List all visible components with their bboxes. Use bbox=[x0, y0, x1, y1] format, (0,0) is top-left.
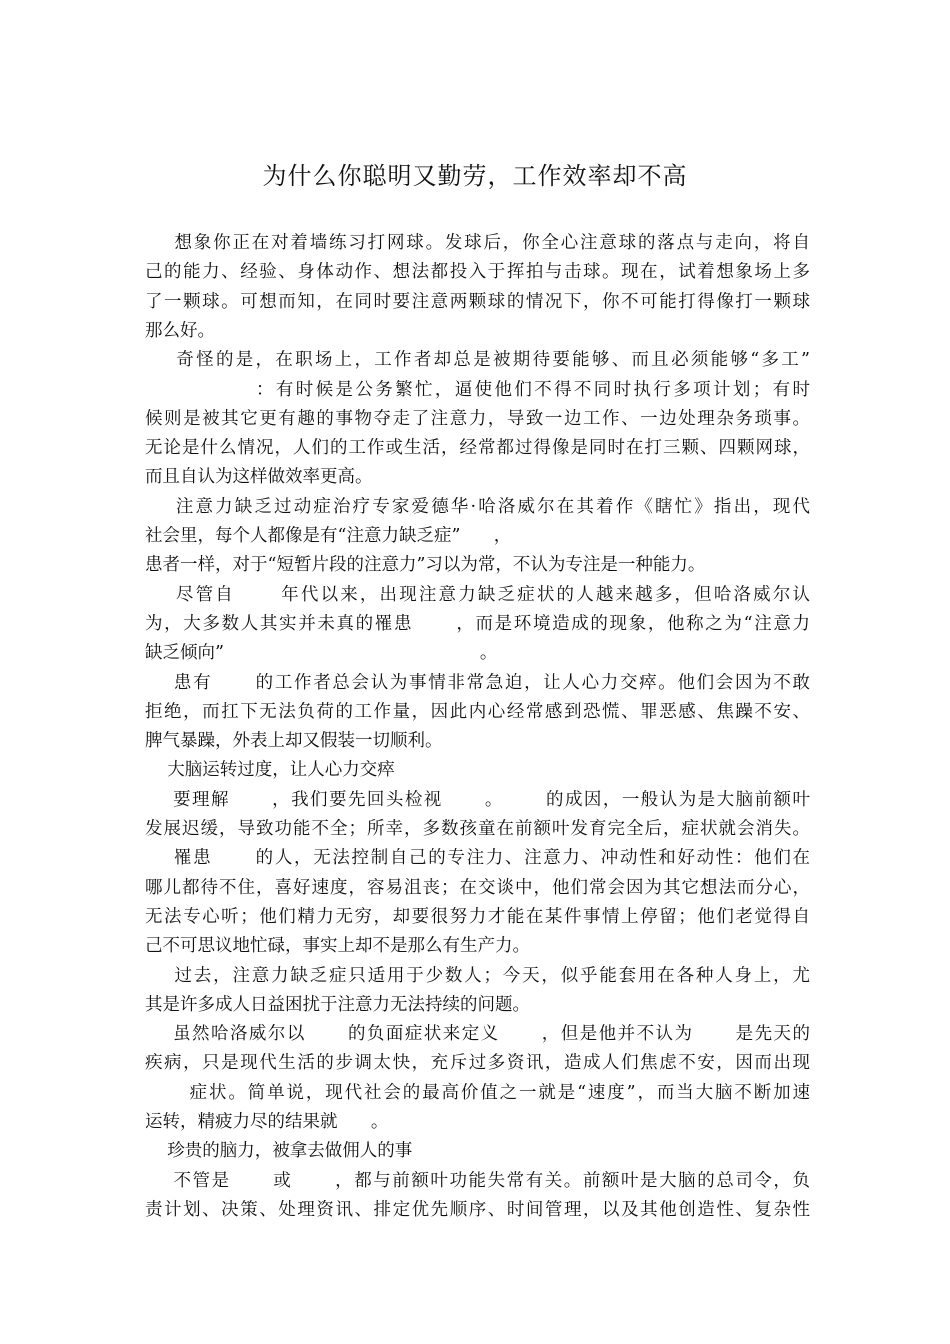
text-line: 珍贵的脑力，被拿去做佣人的事 bbox=[145, 1141, 413, 1162]
text-line: 责计划、决策、处理资讯、排定优先顺序、时间管理，以及其他创造性、复杂性 bbox=[145, 1199, 810, 1220]
document-title: 为什么你聪明又勤劳，工作效率却不高 bbox=[262, 162, 688, 190]
text-line: 为，大多数人其实并未真的罹患 ，而是环境造成的现象，他称之为“注意力 bbox=[145, 613, 810, 634]
text-line: 奇怪的是，在职场上，工作者却总是被期待要能够、而且必须能够“多工” bbox=[145, 350, 810, 371]
text-line: 社会里，每个人都像是有“注意力缺乏症” ， bbox=[145, 526, 512, 546]
text-line: 虽然哈洛威尔以 的负面症状来定义 ，但是他并不认为 是先天的 bbox=[145, 1024, 810, 1045]
text-line: 拒绝，而扛下无法负荷的工作量，因此内心经常感到恐慌、罪恶感、焦躁不安、 bbox=[145, 701, 810, 722]
text-line: 罹患 的人，无法控制自己的专注力、注意力、冲动性和好动性：他们在 bbox=[145, 848, 810, 869]
text-line: 那么好。 bbox=[145, 320, 215, 341]
text-line: 发展迟缓，导致功能不全；所幸，多数孩童在前额叶发育完全后，症状就会消失。 bbox=[145, 819, 810, 839]
text-line: 己的能力、经验、身体动作、想法都投入于挥拍与击球。现在，试着想象场上多 bbox=[145, 262, 810, 283]
text-line: 脾气暴躁，外表上却又假装一切顺利。 bbox=[145, 731, 443, 752]
text-line: 疾病，只是现代生活的步调太快，充斥过多资讯，造成人们焦虑不安，因而出现 bbox=[145, 1053, 810, 1074]
text-line: 己不可思议地忙碌，事实上却不是那么有生产力。 bbox=[145, 936, 530, 957]
text-line: 哪儿都待不住，喜好速度，容易沮丧；在交谈中，他们常会因为其它想法而分心， bbox=[145, 877, 810, 898]
text-line: ：有时候是公务繁忙，逼使他们不得不同时执行多项计划；有时 bbox=[145, 379, 810, 400]
text-line: 缺乏倾向” 。 bbox=[145, 643, 498, 664]
text-line: 患者一样，对于“短暂片段的注意力”习以为常，不认为专注是一种能力。 bbox=[145, 555, 706, 576]
text-line: 尽管自 年代以来，出现注意力缺乏症状的人越来越多，但哈洛威尔认 bbox=[145, 584, 810, 605]
text-line: 无论是什么情况，人们的工作或生活，经常都过得像是同时在打三颗、四颗网球， bbox=[145, 438, 810, 459]
text-line: 无法专心听；他们精力无穷，却要很努力才能在某件事情上停留；他们老觉得自 bbox=[145, 906, 810, 927]
text-line: 过去，注意力缺乏症只适用于少数人；今天，似乎能套用在各种人身上，尤 bbox=[145, 965, 810, 986]
text-line: 想象你正在对着墙练习打网球。发球后，你全心注意球的落点与走向，将自 bbox=[145, 233, 810, 253]
text-line: 候则是被其它更有趣的事物夺走了注意力，导致一边工作、一边处理杂务琐事。 bbox=[145, 408, 810, 429]
text-line: 不管是 或 ，都与前额叶功能失常有关。前额叶是大脑的总司令，负 bbox=[145, 1170, 810, 1191]
text-line: 其是许多成人日益困扰于注意力无法持续的问题。 bbox=[145, 994, 530, 1015]
text-line: 患有 的工作者总会认为事情非常急迫，让人心力交瘁。他们会因为不敢 bbox=[145, 672, 810, 693]
text-line: 而且自认为这样做效率更高。 bbox=[145, 467, 373, 488]
text-line: 运转，精疲力尽的结果就 。 bbox=[145, 1112, 389, 1132]
text-line: 大脑运转过度，让人心力交瘁 bbox=[145, 760, 395, 781]
text-line: 了一颗球。可想而知，在同时要注意两颗球的情况下，你不可能打得像打一颗球 bbox=[145, 291, 810, 312]
text-line: 要理解 ，我们要先回头检视 。 的成因，一般认为是大脑前额叶 bbox=[145, 789, 810, 810]
text-line: 症状。简单说，现代社会的最高价值之一就是“速度”，而当大脑不断加速 bbox=[145, 1082, 810, 1103]
text-line: 注意力缺乏过动症治疗专家爱德华·哈洛威尔在其着作《瞎忙》指出，现代 bbox=[145, 496, 810, 517]
